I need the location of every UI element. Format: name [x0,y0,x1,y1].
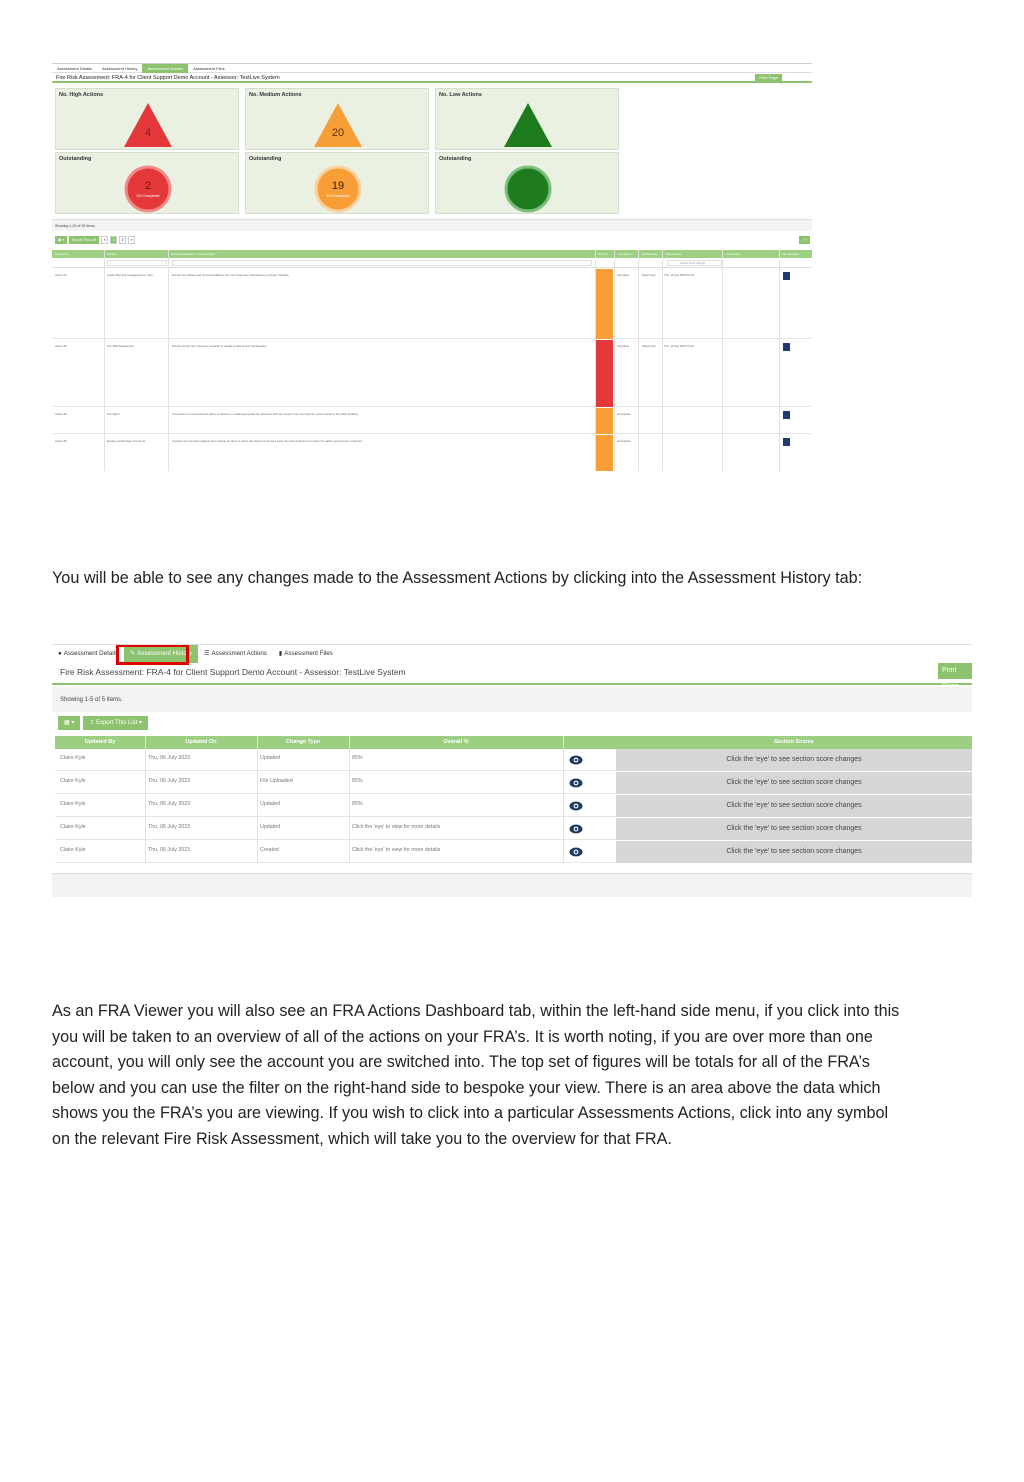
col-target-date[interactable]: Target Date [666,252,682,256]
col-divider [662,250,663,471]
file-icon: ▮ [278,650,283,657]
eye-icon[interactable] [569,847,583,857]
showing-bar [52,219,812,231]
row-recommendation: Commission is completed the alarm contractor to install appropriate fire detection with the control room and new fire control panel to the boiler building. [172,412,359,416]
col-file-manager[interactable]: File Manager [782,252,800,256]
export-list-button[interactable]: ⇪ Export This List ▾ [83,716,148,730]
card-label: No. Low Actions [439,92,482,98]
priority-high-cell [595,340,613,407]
row-updated-on: Thu, 06 July 2023 [148,824,191,830]
tab-assessment-history[interactable]: Assessment History [102,65,138,71]
tab-assessment-files[interactable] [273,645,339,663]
print-page-button[interactable]: Print [938,663,972,679]
showing-bar [52,687,972,712]
assessment-title-text: Fire Risk Assessment: FRA-4 for Client Support Demo Account - Assessor: TestLive System [56,75,280,81]
page-prev[interactable]: « [101,236,108,244]
card-subtext: 0% Completed [136,194,160,198]
table-row[interactable] [55,795,972,817]
warning-triangle-icon [246,89,430,151]
row-reference: Action #9 [55,439,67,443]
row-updated-on: Thu, 06 July 2023 [148,801,191,807]
list-toolbar [55,235,135,244]
row-status: Complete [617,344,629,348]
progress-circle-icon [436,153,620,215]
card-value: 2 [144,180,152,192]
table-row[interactable] [55,749,972,771]
col-reference[interactable]: Reference [55,252,69,256]
row-recommendation: Ensure the policies and recommendations from the board are understood to a simple checklist. [172,273,290,277]
eye-icon[interactable] [569,801,583,811]
col-overall[interactable]: Overall % [443,739,469,745]
table-row[interactable] [52,435,812,471]
paragraph-line: shows you the FRA’s you are viewing. If you wish to click into a particular Assessments Actions, click into any symbol [52,1104,889,1122]
tab-assessment-actions[interactable]: Assessment Actions [142,64,188,73]
col-divider [722,250,723,471]
page-2[interactable]: 2 [119,236,126,244]
card-label: Outstanding [249,156,282,162]
row-updated-on: Thu, 06 July 2023 [148,847,191,853]
warning-triangle-icon [436,89,620,151]
tab-assessment-details[interactable]: Assessment Details [57,65,93,71]
card-label: No. High Actions [59,92,104,98]
row-change-type: Created [260,847,279,853]
row-change-type: Updated [260,824,281,830]
recommendation-filter[interactable] [172,260,592,266]
col-updated-on[interactable]: Updated On [185,739,217,745]
row-reference: Action #6 [55,344,67,348]
assessment-title [52,73,812,83]
row-overall: 85% [352,778,363,784]
assessment-title [52,663,972,685]
col-divider [779,250,780,471]
section-filter[interactable] [107,260,167,266]
history-table-header [55,736,972,749]
priority-medium-cell [595,269,613,339]
col-priority[interactable]: Priority [598,252,608,256]
circle-icon: ● [58,650,62,657]
progress-circle-icon [246,153,430,215]
col-divider [349,736,350,863]
row-status: Incomplete [617,439,631,443]
row-change-type: File Uploaded [260,778,293,784]
showing-count: Showing 1-20 of 26 items. [55,224,96,228]
col-section[interactable]: Section [107,252,118,256]
page-1[interactable]: 1 [110,236,117,244]
card-label: Outstanding [439,156,472,162]
tab-assessment-details[interactable] [52,645,124,663]
row-overall: 85% [352,801,363,807]
row-section: Fire Alarm [107,412,120,416]
low-outstanding-card[interactable] [435,152,619,214]
section-score-hint: Click the 'eye' to see section score changes [616,749,972,771]
col-divider [257,736,258,863]
eye-icon[interactable] [569,755,583,765]
row-updated-by: Sarah Kyle [642,273,656,277]
eye-icon[interactable] [569,778,583,788]
col-divider [104,250,105,471]
low-actions-card[interactable] [435,88,619,150]
col-comments[interactable]: Comments [726,252,741,256]
table-row[interactable] [52,408,812,434]
actions-screenshot [52,63,812,471]
filter-row [52,259,812,268]
file-manager-icon[interactable] [783,438,790,446]
progress-circle-icon [56,153,240,215]
row-section: Leadership and management (s.11a) [107,273,153,277]
row-overall: Click the 'eye' to view for more details [352,824,441,830]
paragraph-line: account, you will only see the account you are switched into. The top set of figures will be totals for all of the FRA’s [52,1053,870,1071]
row-updated-by: Claire Kyle [60,847,86,853]
assessment-title-text: Fire Risk Assessment: FRA-4 for Client Support Demo Account - Assessor: TestLive System [60,667,406,677]
tab-label: Assessment History [137,650,192,657]
section-score-hint: Click the 'eye' to see section score changes [616,841,972,863]
col-divider [145,736,146,863]
card-value: 20 [331,127,345,139]
paragraph-line: on the relevant Fire Risk Assessment, which will take you to the overview for that FRA. [52,1129,672,1148]
col-change-type[interactable]: Change Type [285,739,321,745]
row-status: Incomplete [617,412,631,416]
dashboard-description [52,999,899,1152]
col-recommendation[interactable]: Recommendation / Improvement [171,252,215,256]
tab-assessment-files[interactable]: Assessment Files [193,65,225,71]
priority-medium-cell [595,435,613,471]
export-label: Export This List [96,720,138,726]
row-updated-by: Claire Kyle [60,778,86,784]
row-overall: Click the 'eye' to view for more details [352,847,441,853]
file-manager-icon[interactable] [783,272,790,280]
row-recommendation: Ensure the fire door has been serviced to rebuild a closing and maintenance. [172,344,268,348]
table-row[interactable] [52,340,812,407]
page-next[interactable]: » [128,236,135,244]
col-updated-by[interactable]: Updated By [642,252,658,256]
row-recommendation: Contact your fire lead engineer and arrange for them to mirror the electronic devices away from the workroom to ensure fire safety systems are monitored. [172,439,363,443]
eye-icon[interactable] [569,824,583,834]
grid-menu-button[interactable]: ▦ ▾ [55,236,67,244]
highlight-box [116,644,189,665]
actions-table-header [52,250,812,258]
row-reference: Action #1 [55,273,67,277]
col-divider [168,250,169,471]
col-updated-by[interactable]: Updated By [84,739,116,745]
row-change-type: Updated [260,755,281,761]
col-divider [563,736,564,863]
history-tab-bar [52,645,339,663]
row-overall: 85% [352,755,363,761]
list-toolbar [58,716,148,730]
grid-menu-button[interactable]: ▦ ▾ [58,716,80,730]
card-label: No. Medium Actions [249,92,302,98]
paragraph-line: As an FRA Viewer you will also see an FRA Actions Dashboard tab, within the left-hand side menu, if you click into this [52,1002,900,1020]
section-score-hint: Click the 'eye' to see section score changes [616,818,972,840]
tab-label: Assessment Details [63,650,119,657]
card-label: Outstanding [59,156,92,162]
tab-label: Assessment Files [284,650,333,657]
file-manager-icon[interactable] [783,411,790,419]
row-date: Thu, 10 Aug 2023 15:19 [664,344,694,348]
print-page-button[interactable]: Print Page [755,74,782,82]
list-icon: ☰ [203,650,210,657]
high-outstanding-card[interactable] [55,152,239,214]
pencil-icon: ✎ [130,650,136,657]
share-icon: ⇪ [89,720,97,726]
row-updated-by: Claire Kyle [60,755,86,761]
col-section-scores[interactable]: Section Scores [774,739,814,745]
warning-triangle-icon [56,89,240,151]
actions-tab-bar [52,64,812,73]
showing-count: Showing 1-5 of 5 items. [60,697,123,703]
medium-actions-card[interactable] [245,88,429,150]
col-completed[interactable]: Completed [618,252,633,256]
medium-outstanding-card[interactable] [245,152,429,214]
card-value: 4 [144,127,152,139]
table-row[interactable] [55,841,972,863]
col-divider [595,250,596,471]
row-reference: Action #8 [55,412,67,416]
card-subtext: 5% Completed [326,194,350,198]
row-section: Escape and Escape Fire Doors [107,439,146,443]
table-row[interactable] [55,772,972,794]
row-status: Complete [617,273,629,277]
history-intro-text: You will be able to see any changes made to the Assessment Actions by clicking into the Assessment History tab: [52,569,863,587]
columns-toggle-button[interactable]: ⤢ ▾ [799,236,810,244]
paragraph-line: you will be taken to an overview of all of the actions on your FRA’s. It is worth noting, if you are over more than one [52,1027,873,1046]
tab-assessment-actions[interactable] [198,645,273,663]
row-updated-by: Claire Kyle [60,824,86,830]
row-date: Thu, 10 Aug 2023 15:19 [664,273,694,277]
table-row[interactable] [52,269,812,339]
table-footer [52,873,972,897]
row-updated-by: Sarah Kyle [642,344,656,348]
row-change-type: Updated [260,801,281,807]
section-score-hint: Click the 'eye' to see section score changes [616,772,972,794]
tab-label: Assessment Actions [211,650,267,657]
export-list-button[interactable]: Export This List [69,236,99,244]
date-range-filter[interactable]: Select Date Range [667,260,722,266]
priority-medium-cell [595,408,613,434]
high-actions-card[interactable] [55,88,239,150]
history-screenshot [52,644,972,904]
col-divider [614,250,615,471]
file-manager-icon[interactable] [783,343,790,351]
row-updated-on: Thu, 06 July 2023 [148,755,191,761]
col-divider [638,250,639,471]
paragraph-line: below and you can use the filter on the right-hand side to bespoke your view. There is an area above the data which [52,1078,881,1097]
section-score-hint: Click the 'eye' to see section score changes [616,795,972,817]
card-value: 19 [331,180,345,192]
row-updated-by: Claire Kyle [60,801,86,807]
row-section: Fire Risk Assessment [107,344,134,348]
row-updated-on: Thu, 06 July 2023 [148,778,191,784]
table-row[interactable] [55,818,972,840]
